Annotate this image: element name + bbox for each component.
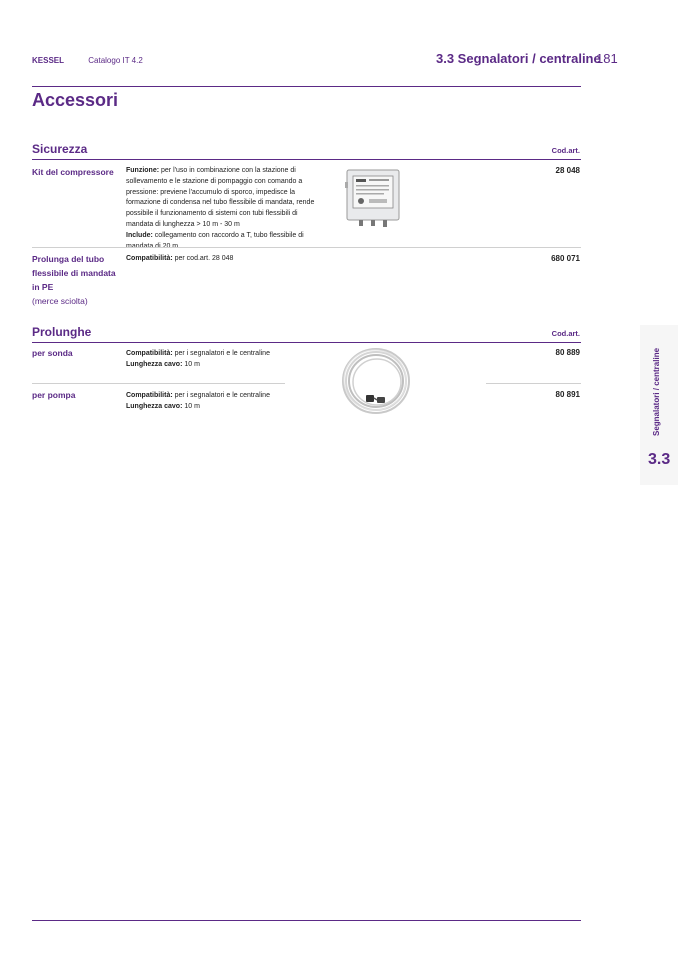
item-description	[126, 391, 326, 413]
item-description	[126, 349, 326, 371]
footer-divider	[32, 920, 581, 921]
desc-text: per cod.art. 28 048	[174, 255, 234, 262]
desc-label: Include:	[126, 231, 153, 239]
item-name-sub: (merce sciolta)	[32, 296, 88, 306]
item-description	[126, 254, 326, 265]
side-tab-number: 3.3	[648, 451, 671, 468]
desc-label: Compatibilità:	[126, 392, 173, 399]
section-divider	[32, 342, 581, 343]
item-code: 28 048	[555, 166, 580, 175]
section-title-prolunghe: Prolunghe	[32, 325, 92, 339]
page-title: Accessori	[32, 90, 119, 110]
desc-text: per l'uso in combinazione con la stazione di sollevamento e le stazione di pompaggio con comando a pressione: previene l'accumulo di sporco, impedisce la formazione di condensa nel tubo flessibile di mandata, rende possibile il funzionamento di sistemi con tubi flessibili di mandata di lunghezza > 10 m - 30 m	[126, 167, 315, 228]
desc-text: collegamento con raccordo a T, tubo flessibile di	[154, 231, 304, 239]
item-name: Kit del compressore	[32, 167, 114, 177]
side-tab-label	[652, 340, 666, 440]
code-header: Cod.art.	[551, 146, 580, 155]
section-title-sicurezza: Sicurezza	[32, 142, 88, 156]
header-divider	[32, 86, 581, 87]
row-divider	[32, 247, 581, 248]
desc-label: Compatibilità:	[126, 350, 173, 357]
desc-label: Compatibilità:	[126, 255, 173, 262]
item-name	[32, 252, 122, 308]
item-name-text: Prolunga del tubo flessibile di mandata in PE	[32, 254, 116, 292]
compressor-kit-image	[345, 168, 403, 230]
row-divider	[486, 383, 581, 384]
chapter-title: 3.3 Segnalatori / centraline	[436, 51, 601, 66]
extension-cable-image	[340, 345, 412, 417]
desc-text: per i segnalatori e le centraline	[174, 392, 270, 399]
desc-label: Funzione:	[126, 167, 160, 174]
desc-text: 10 m	[184, 360, 200, 368]
item-description	[126, 166, 326, 252]
desc-text: 10 m	[184, 402, 200, 410]
item-code: 80 889	[555, 348, 580, 357]
page-number: 181	[596, 51, 618, 66]
section-divider	[32, 159, 581, 160]
item-name: per sonda	[32, 348, 73, 358]
desc-label: Lunghezza cavo:	[126, 360, 183, 368]
item-code: 680 071	[551, 254, 580, 263]
item-name: per pompa	[32, 390, 76, 400]
header-meta	[32, 56, 143, 65]
catalog-label: Catalogo IT 4.2	[88, 56, 143, 65]
row-divider	[32, 383, 285, 384]
item-code: 80 891	[555, 390, 580, 399]
desc-text: per i segnalatori e le centraline	[174, 350, 270, 357]
code-header: Cod.art.	[551, 329, 580, 338]
brand-name: KESSEL	[32, 56, 65, 65]
desc-label: Lunghezza cavo:	[126, 402, 183, 410]
side-tab-label-text: Segnalatori / centraline	[652, 347, 661, 436]
